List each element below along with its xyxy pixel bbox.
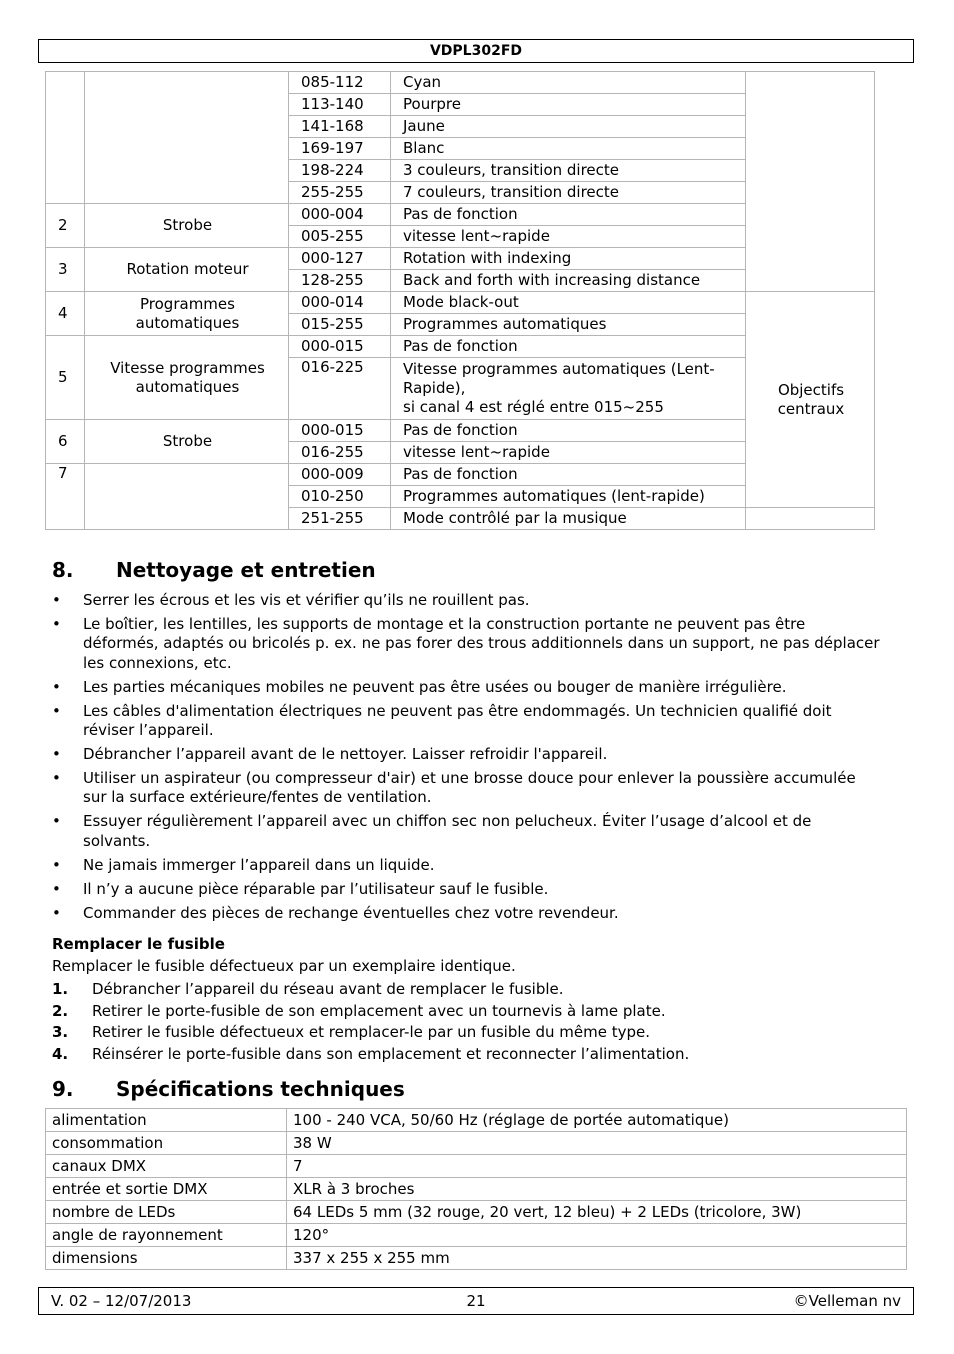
description-cell: Pas de fonction — [391, 204, 746, 226]
channel-number-cell: 3 — [46, 248, 85, 292]
bullet-icon: • — [52, 614, 61, 633]
footer-copyright: ©Velleman nv — [793, 1292, 901, 1310]
value-range-cell: 015-255 — [289, 314, 391, 336]
spec-value: 7 — [287, 1155, 907, 1178]
dmx-channel-table — [45, 71, 875, 530]
table-row — [46, 1109, 907, 1132]
page-footer — [38, 1287, 914, 1315]
bullet-icon: • — [52, 903, 61, 922]
step-number: 1. — [52, 980, 69, 998]
section-8-heading — [52, 558, 376, 582]
list-item: • Débrancher l’appareil avant de le nettoyer. Laisser refroidir l'appareil. — [52, 745, 608, 764]
description-cell: Mode contrôlé par la musique — [391, 508, 746, 530]
value-range-cell: 141-168 — [289, 116, 391, 138]
list-item: 3. Retirer le fusible défectueux et remplacer-le par un fusible du même type. — [52, 1022, 689, 1044]
group-cell — [746, 72, 875, 292]
table-row — [46, 1224, 907, 1247]
table-row — [46, 1155, 907, 1178]
section-title: Spécifications techniques — [116, 1077, 405, 1101]
table-row — [46, 1247, 907, 1270]
spec-label: nombre de LEDs — [46, 1201, 287, 1224]
bullet-icon: • — [52, 701, 61, 720]
bullet-icon: • — [52, 768, 61, 787]
list-item: • Serrer les écrous et les vis et vérifier qu’ils ne rouillent pas. — [52, 591, 530, 609]
specifications-table — [45, 1108, 907, 1270]
value-range-cell: 016-225 — [289, 358, 391, 420]
spec-value: 64 LEDs 5 mm (32 rouge, 20 vert, 12 bleu) + 2 LEDs (tricolore, 3W) — [287, 1201, 907, 1224]
value-range-cell: 255-255 — [289, 182, 391, 204]
description-cell: Jaune — [391, 116, 746, 138]
bullet-icon: • — [52, 879, 61, 898]
spec-label: angle de rayonnement — [46, 1224, 287, 1247]
header-title: VDPL302FD — [429, 43, 523, 59]
description-cell: vitesse lent~rapide — [391, 226, 746, 248]
value-range-cell: 000-015 — [289, 420, 391, 442]
section-number: 9. — [52, 1077, 74, 1101]
value-range-cell: 128-255 — [289, 270, 391, 292]
bullet-icon: • — [52, 855, 61, 874]
function-cell: Strobe — [85, 420, 289, 464]
group-cell-objectifs-centraux: Objectifs centraux — [746, 292, 875, 508]
function-cell: Programmes automatiques — [85, 292, 289, 336]
description-cell: vitesse lent~rapide — [391, 442, 746, 464]
description-cell: Back and forth with increasing distance — [391, 270, 746, 292]
step-number: 4. — [52, 1045, 69, 1064]
value-range-cell: 016-255 — [289, 442, 391, 464]
channel-number-cell: 5 — [46, 336, 85, 420]
group-cell — [746, 508, 875, 530]
function-cell — [85, 464, 289, 530]
spec-value: 100 - 240 VCA, 50/60 Hz (réglage de portée automatique) — [287, 1109, 907, 1132]
channel-number-cell: 6 — [46, 420, 85, 464]
value-range-cell: 169-197 — [289, 138, 391, 160]
value-range-cell: 113-140 — [289, 94, 391, 116]
description-cell: Vitesse programmes automatiques (Lent-Rapide), si canal 4 est réglé entre 015~255 — [391, 358, 746, 420]
table-row — [46, 1178, 907, 1201]
page-header — [38, 39, 914, 63]
spec-value: XLR à 3 broches — [287, 1178, 907, 1201]
bullet-icon: • — [52, 812, 61, 831]
page-number: 21 — [466, 1292, 486, 1310]
description-cell: 3 couleurs, transition directe — [391, 160, 746, 182]
value-range-cell: 010-250 — [289, 486, 391, 508]
spec-label: alimentation — [46, 1109, 287, 1132]
value-range-cell: 198-224 — [289, 160, 391, 182]
value-range-cell: 000-004 — [289, 204, 391, 226]
spec-value: 337 x 255 x 255 mm — [287, 1247, 907, 1270]
list-item: • Essuyer régulièrement l’appareil avec un chiffon sec non pelucheux. Éviter l’usage d’alcool et de solvants. — [52, 812, 812, 850]
description-cell: Programmes automatiques — [391, 314, 746, 336]
description-cell: Cyan — [391, 72, 746, 94]
spec-label: canaux DMX — [46, 1155, 287, 1178]
list-item: • Ne jamais immerger l’appareil dans un liquide. — [52, 855, 435, 874]
table-row — [46, 72, 875, 94]
table-row — [46, 1201, 907, 1224]
section-title: Nettoyage et entretien — [116, 558, 376, 582]
fuse-steps — [52, 979, 689, 1066]
function-cell: Rotation moteur — [85, 248, 289, 292]
description-cell: Mode black-out — [391, 292, 746, 314]
function-cell — [85, 72, 289, 204]
step-number: 3. — [52, 1023, 69, 1042]
spec-label: dimensions — [46, 1247, 287, 1270]
table-row — [46, 292, 875, 314]
spec-label: entrée et sortie DMX — [46, 1178, 287, 1201]
fuse-heading: Remplacer le fusible — [52, 935, 225, 953]
description-cell: Pas de fonction — [391, 336, 746, 358]
step-number: 2. — [52, 1001, 69, 1020]
value-range-cell: 000-014 — [289, 292, 391, 314]
description-cell: Pas de fonction — [391, 464, 746, 486]
table-row — [46, 1132, 907, 1155]
maintenance-list — [52, 591, 882, 927]
bullet-icon: • — [52, 591, 61, 609]
value-range-cell: 005-255 — [289, 226, 391, 248]
value-range-cell: 251-255 — [289, 508, 391, 530]
footer-version: V. 02 – 12/07/2013 — [51, 1292, 192, 1310]
list-item: • Les parties mécaniques mobiles ne peuvent pas être usées ou bouger de manière irrégulière. — [52, 677, 787, 696]
section-9-heading — [52, 1077, 405, 1101]
spec-value: 38 W — [287, 1132, 907, 1155]
channel-number-cell: 2 — [46, 204, 85, 248]
description-cell: Blanc — [391, 138, 746, 160]
description-cell: Pourpre — [391, 94, 746, 116]
function-cell: Strobe — [85, 204, 289, 248]
description-cell: Pas de fonction — [391, 420, 746, 442]
list-item: 1. Débrancher l’appareil du réseau avant de remplacer le fusible. — [52, 979, 689, 1001]
channel-number-cell — [46, 72, 85, 204]
list-item: • Il n’y a aucune pièce réparable par l’utilisateur sauf le fusible. — [52, 879, 549, 898]
value-range-cell: 000-015 — [289, 336, 391, 358]
spec-value: 120° — [287, 1224, 907, 1247]
bullet-icon: • — [52, 677, 61, 696]
fuse-intro: Remplacer le fusible défectueux par un exemplaire identique. — [52, 957, 516, 975]
list-item: • Le boîtier, les lentilles, les supports de montage et la construction portante ne peuvent pas être déformés, adaptés ou bricolés p. ex. ne pas forer des trous additionnels dans un support, ne pas déplacer les connexions, etc. — [52, 614, 880, 672]
spec-label: consommation — [46, 1132, 287, 1155]
bullet-icon: • — [52, 745, 61, 764]
value-range-cell: 085-112 — [289, 72, 391, 94]
value-range-cell: 000-009 — [289, 464, 391, 486]
description-cell: Rotation with indexing — [391, 248, 746, 270]
list-item: 2. Retirer le porte-fusible de son emplacement avec un tournevis à lame plate. — [52, 1001, 689, 1023]
description-cell: 7 couleurs, transition directe — [391, 182, 746, 204]
channel-number-cell: 7 — [46, 464, 85, 530]
list-item: • Utiliser un aspirateur (ou compresseur d'air) et une brosse douce pour enlever la poussière accumulée sur la surface extérieure/fentes de ventilation. — [52, 768, 856, 807]
list-item: • Les câbles d'alimentation électriques ne peuvent pas être endommagés. Un technicien qualifié doit réviser l’appareil. — [52, 701, 832, 740]
section-number: 8. — [52, 558, 74, 582]
channel-number-cell: 4 — [46, 292, 85, 336]
function-cell: Vitesse programmes automatiques — [85, 336, 289, 420]
list-item: • Commander des pièces de rechange éventuelles chez votre revendeur. — [52, 903, 619, 922]
value-range-cell: 000-127 — [289, 248, 391, 270]
list-item: 4. Réinsérer le porte-fusible dans son emplacement et reconnecter l’alimentation. — [52, 1044, 689, 1066]
description-cell: Programmes automatiques (lent-rapide) — [391, 486, 746, 508]
